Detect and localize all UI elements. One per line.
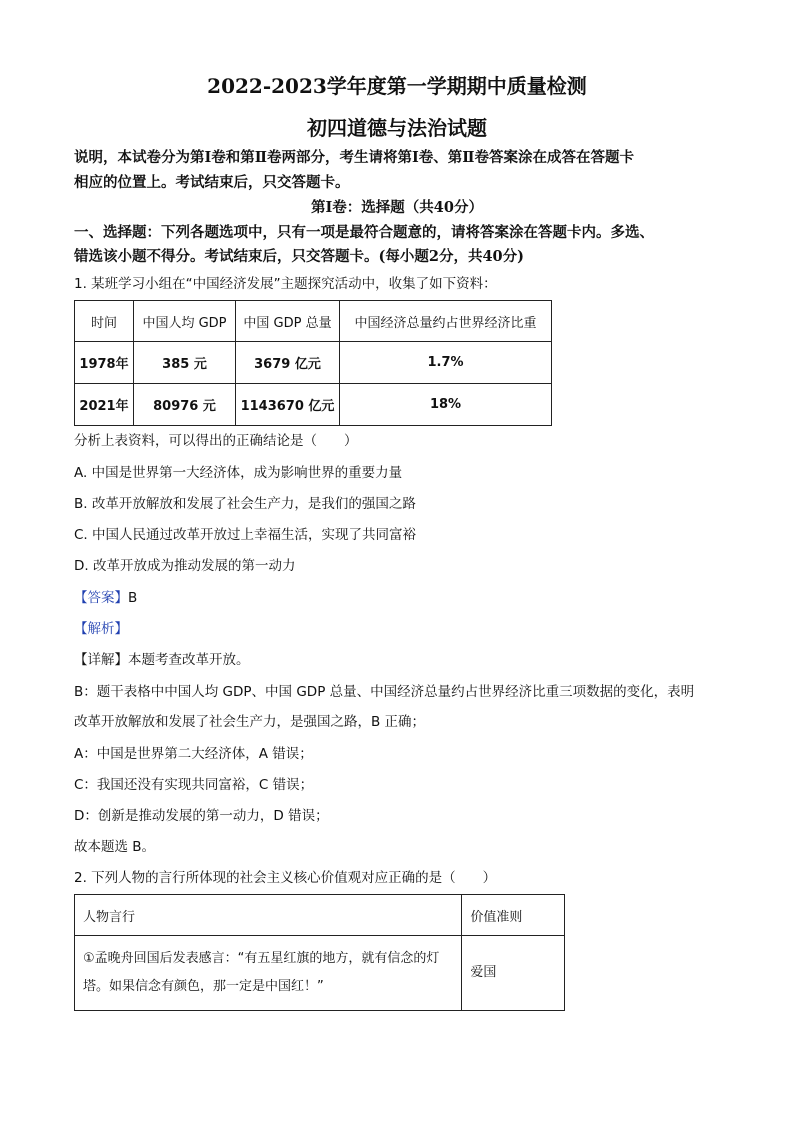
- option-d: D. 改革开放成为推动发展的第一动力: [74, 558, 296, 574]
- page-subtitle: 初四道德与法治试题: [307, 116, 487, 140]
- table-header-cell: 中国 GDP 总量: [236, 301, 340, 342]
- detail-line: 【详解】本题考查改革开放。: [74, 652, 250, 668]
- explain-d: D：创新是推动发展的第一动力，D 错误；: [74, 808, 329, 824]
- table-cell: 18%: [340, 384, 552, 426]
- table-row: [75, 342, 552, 384]
- answer-line: [74, 587, 734, 609]
- values-table: [74, 894, 565, 1011]
- question-1-prompt: 分析上表资料，可以得出的正确结论是（ ）: [74, 433, 358, 449]
- explain-b-line-1: B：题干表格中中国人均 GDP、中国 GDP 总量、中国经济总量约占世界经济比重三项数据的变化，表明: [74, 684, 695, 700]
- table-cell: 1.7%: [340, 342, 552, 384]
- table-cell: 80976 元: [134, 384, 236, 426]
- table-row: [75, 384, 552, 426]
- page-title: 2022-2023学年度第一学期期中质量检测: [207, 74, 587, 98]
- table-cell: 2021年: [75, 384, 134, 426]
- table-cell: 3679 亿元: [236, 342, 340, 384]
- table-cell: ①孟晚舟回国后发表感言：“有五星红旗的地方，就有信念的灯塔。如果信念有颜色，那一定是中国红！”: [75, 936, 462, 1011]
- table-cell: 385 元: [134, 342, 236, 384]
- instructions-line-2: 相应的位置上。考试结束后，只交答题卡。: [74, 174, 350, 191]
- table-header-row: [75, 895, 565, 936]
- section-heading: 第Ⅰ卷：选择题（共40分）: [311, 199, 483, 216]
- analysis-label: 【解析】: [74, 621, 128, 637]
- section-desc-line-2: 错选该小题不得分。考试结束后，只交答题卡。(每小题2分，共40分): [74, 248, 524, 265]
- instructions-line-1: 说明，本试卷分为第Ⅰ卷和第Ⅱ卷两部分，考生请将第Ⅰ卷、第Ⅱ卷答案涂在成答在答题卡: [74, 149, 635, 166]
- option-a: A. 中国是世界第一大经济体，成为影响世界的重要力量: [74, 465, 403, 481]
- table-row: [75, 936, 565, 1011]
- section-desc-line-1: 一、选择题：下列各题选项中，只有一项是最符合题意的，请将答案涂在答题卡内。多选、: [74, 224, 654, 241]
- table-header-row: [75, 301, 552, 342]
- gdp-table: [74, 300, 552, 426]
- question-1-stem: 1. 某班学习小组在“中国经济发展”主题探究活动中，收集了如下资料：: [74, 276, 497, 292]
- table-header-cell: 中国经济总量约占世界经济比重: [340, 301, 552, 342]
- table-header-cell: 价值准则: [462, 895, 565, 936]
- table-cell: 1978年: [75, 342, 134, 384]
- table-cell: 1143670 亿元: [236, 384, 340, 426]
- explain-c: C：我国还没有实现共同富裕，C 错误；: [74, 777, 314, 793]
- option-c: C. 中国人民通过改革开放过上幸福生活，实现了共同富裕: [74, 527, 417, 543]
- option-b: B. 改革开放解放和发展了社会生产力，是我们的强国之路: [74, 496, 416, 512]
- answer-value: B: [128, 590, 138, 606]
- question-2-stem: 2. 下列人物的言行所体现的社会主义核心价值观对应正确的是（ ）: [74, 870, 497, 886]
- table-cell: 爱国: [462, 936, 565, 1011]
- explain-a: A：中国是世界第二大经济体，A 错误；: [74, 746, 313, 762]
- explain-b-line-2: 改革开放解放和发展了社会生产力，是强国之路，B 正确；: [74, 714, 426, 730]
- answer-label: 【答案】: [74, 590, 128, 606]
- table-header-cell: 中国人均 GDP: [134, 301, 236, 342]
- table-header-cell: 人物言行: [75, 895, 462, 936]
- table-header-cell: 时间: [75, 301, 134, 342]
- conclusion: 故本题选 B。: [74, 839, 156, 855]
